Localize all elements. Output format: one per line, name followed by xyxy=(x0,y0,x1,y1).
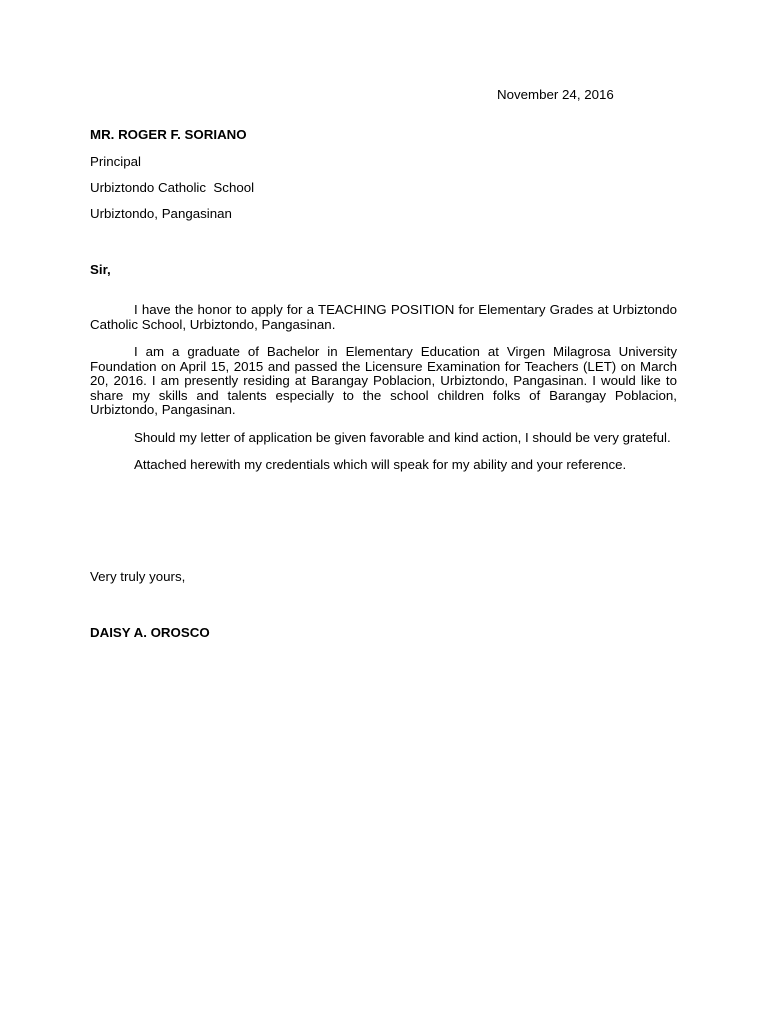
signature-name: DAISY A. OROSCO xyxy=(90,625,210,640)
letter-body xyxy=(90,303,677,486)
closing: Very truly yours, xyxy=(90,569,186,584)
body-paragraph: Should my letter of application be given favorable and kind action, I should be very grateful. xyxy=(134,429,671,445)
body-paragraph: Attached herewith my credentials which will speak for my ability and your reference. xyxy=(134,457,627,472)
recipient-address: Urbiztondo, Pangasinan xyxy=(90,206,232,221)
salutation: Sir, xyxy=(90,262,111,277)
recipient-title: Principal xyxy=(90,154,141,169)
body-paragraph: I have the honor to apply for a TEACHING POSITION for Elementary Grades at Urbiztondo Catholic School, Urbiztondo, Pangasinan. xyxy=(90,302,677,332)
recipient-school: Urbiztondo Catholic School xyxy=(90,180,255,195)
recipient-name: MR. ROGER F. SORIANO xyxy=(90,127,247,142)
body-paragraph: I am a graduate of Bachelor in Elementary Education at Virgen Milagrosa University Foundation on April 15, 2015 and passed the Licensure Examination for Teachers (LET) on March 20, 2016. I am presently residing at Barangay Poblacion, Urbiztondo, Pangasinan. I would like to share my skills and talents especially to the school children folks of Barangay Poblacion, Urbiztondo, Pangasinan. xyxy=(90,344,677,417)
letter-date: November 24, 2016 xyxy=(497,87,614,102)
